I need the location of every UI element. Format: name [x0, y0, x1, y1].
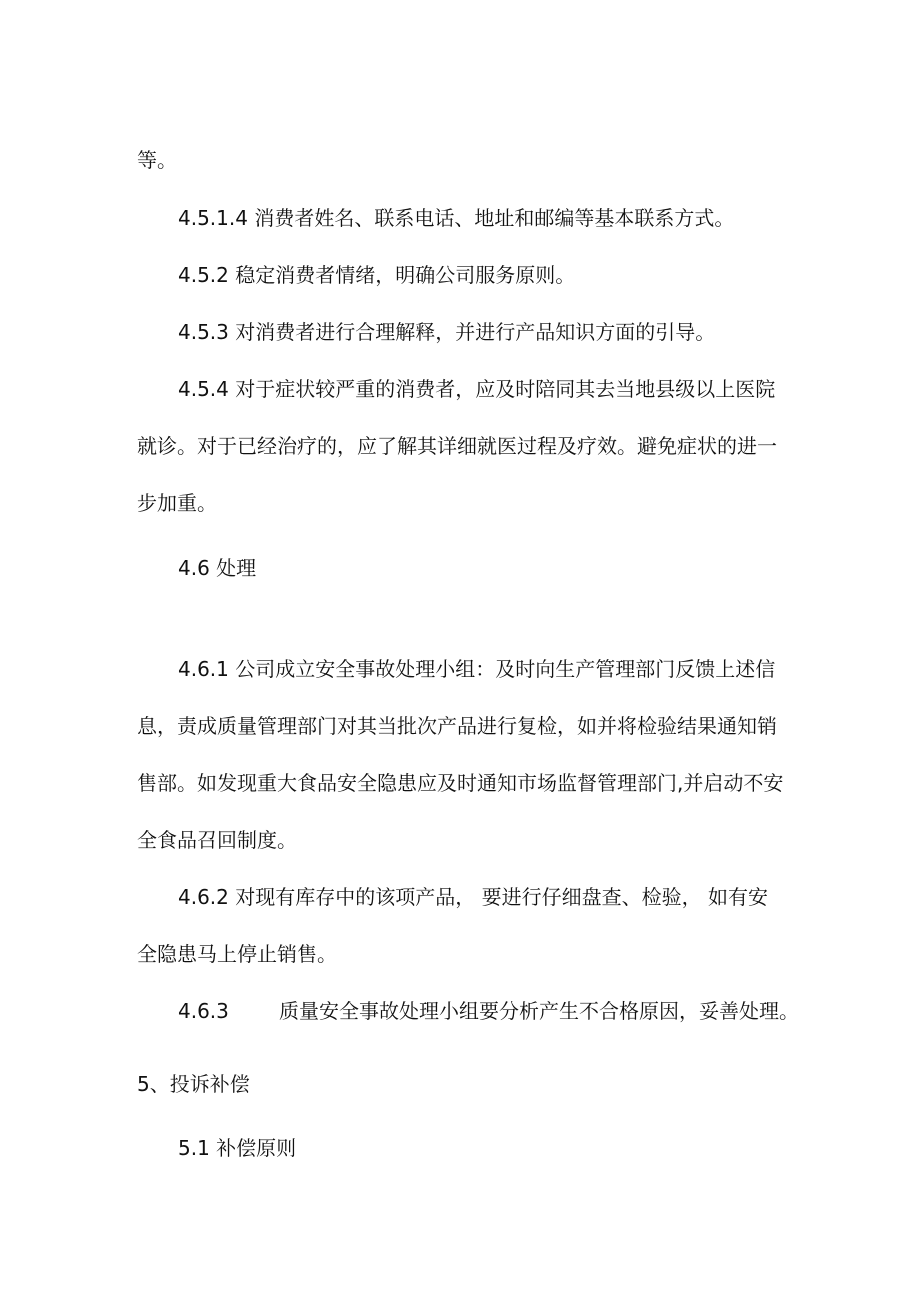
clause-4-6-3-text: 质量安全事故处理小组要分析产生不合格原因，妥善处理。 [279, 999, 799, 1023]
clause-4-5-4-line-3: 步加重。 [137, 491, 217, 515]
clause-4-5-2: 4.5.2 稳定消费者情绪，明确公司服务原则。 [178, 263, 576, 287]
clause-4-6-1-line-2: 息，责成质量管理部门对其当批次产品进行复检，如并将检验结果通知销 [137, 714, 777, 738]
clause-4-6-1-line-4: 全食品召回制度。 [137, 828, 297, 852]
clause-4-5-4-line-2: 就诊。对于已经治疗的，应了解其详细就医过程及疗效。避免症状的进一 [137, 434, 777, 458]
section-5-heading: 5、投诉补偿 [137, 1072, 250, 1096]
clause-4-6-1-line-3: 售部。如发现重大食品安全隐患应及时通知市场监督管理部门,并启动不安 [137, 771, 784, 795]
section-4-6-heading: 4.6 处理 [178, 556, 257, 580]
clause-4-6-2-line-2: 全隐患马上停止销售。 [137, 942, 337, 966]
clause-4-6-3-number: 4.6.3 [178, 999, 229, 1023]
clause-4-5-4-line-1: 4.5.4 对于症状较严重的消费者，应及时陪同其去当地县级以上医院 [178, 377, 776, 401]
section-5-1-heading: 5.1 补偿原则 [178, 1136, 297, 1160]
paragraph-line-continuation: 等。 [137, 148, 177, 172]
clause-4-5-1-4: 4.5.1.4 消费者姓名、联系电话、地址和邮编等基本联系方式。 [178, 206, 735, 230]
clause-4-6-2-line-1: 4.6.2 对现有库存中的该项产品， 要进行仔细盘查、检验， 如有安 [178, 885, 768, 909]
clause-4-6-1-line-1: 4.6.1 公司成立安全事故处理小组：及时向生产管理部门反馈上述信 [178, 657, 776, 681]
clause-4-5-3: 4.5.3 对消费者进行合理解释，并进行产品知识方面的引导。 [178, 320, 716, 344]
